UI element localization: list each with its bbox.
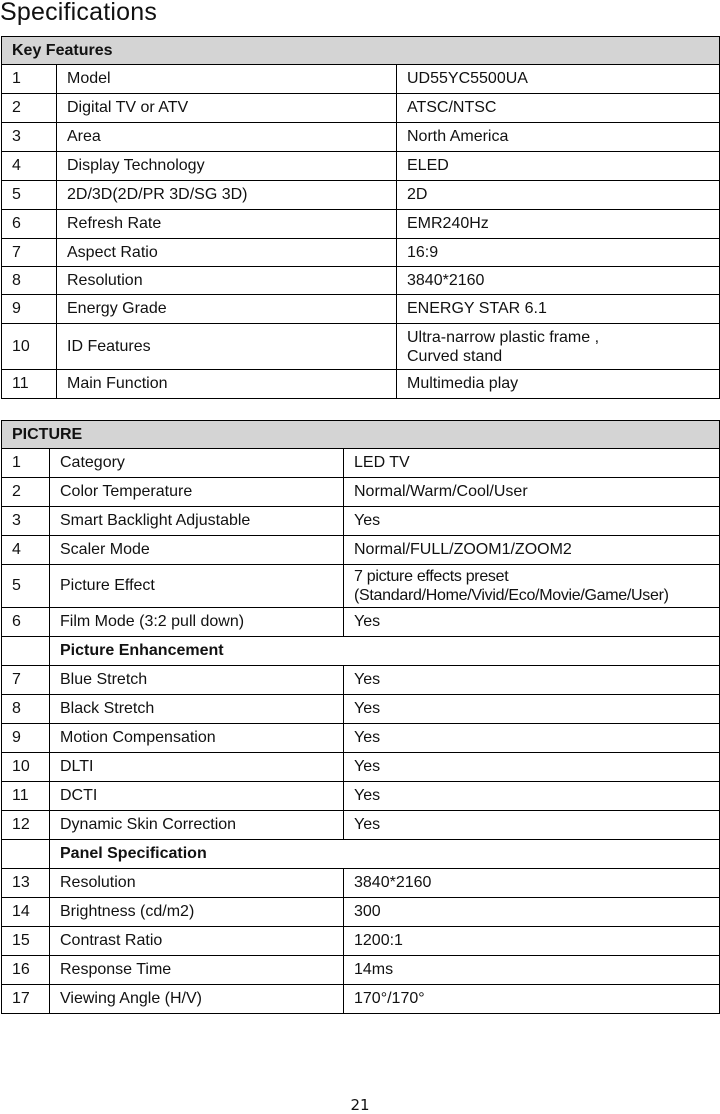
row-label: Response Time xyxy=(50,956,344,985)
table-row xyxy=(2,985,720,1014)
row-label: Black Stretch xyxy=(50,695,344,724)
row-value-line: (Standard/Home/Vivid/Eco/Movie/Game/User) xyxy=(354,587,669,604)
row-value-line: Curved stand xyxy=(407,347,503,365)
row-number: 8 xyxy=(2,267,57,295)
page-number: 21 xyxy=(350,1096,370,1114)
row-number: 7 xyxy=(2,239,57,267)
table-row xyxy=(2,753,720,782)
row-value: Yes xyxy=(344,507,720,536)
section-header-label: PICTURE xyxy=(2,421,720,449)
row-value: Yes xyxy=(344,782,720,811)
subsection-row xyxy=(2,840,720,869)
table-row xyxy=(2,239,720,267)
row-number: 11 xyxy=(2,370,57,399)
row-label: Dynamic Skin Correction xyxy=(50,811,344,840)
table-row xyxy=(2,295,720,324)
row-value: EMR240Hz xyxy=(397,210,720,239)
row-number: 2 xyxy=(2,94,57,123)
row-label: Viewing Angle (H/V) xyxy=(50,985,344,1014)
row-value: 14ms xyxy=(344,956,720,985)
row-label: DLTI xyxy=(50,753,344,782)
row-number: 1 xyxy=(2,449,50,478)
row-value xyxy=(344,565,720,608)
row-label: Resolution xyxy=(57,267,397,295)
row-label: Contrast Ratio xyxy=(50,927,344,956)
row-number: 4 xyxy=(2,152,57,181)
row-value: 2D xyxy=(397,181,720,210)
row-label: Display Technology xyxy=(57,152,397,181)
section-header xyxy=(2,421,720,449)
empty-cell xyxy=(2,637,50,666)
row-label: Area xyxy=(57,123,397,152)
subsection-title: Picture Enhancement xyxy=(50,637,720,666)
table-row xyxy=(2,507,720,536)
table-row xyxy=(2,608,720,637)
row-number: 6 xyxy=(2,608,50,637)
table-row xyxy=(2,449,720,478)
row-label: Resolution xyxy=(50,869,344,898)
row-number: 7 xyxy=(2,666,50,695)
page-title: Specifications xyxy=(0,0,158,26)
row-value: North America xyxy=(397,123,720,152)
row-value: Yes xyxy=(344,695,720,724)
row-value: Yes xyxy=(344,608,720,637)
row-value: 300 xyxy=(344,898,720,927)
key-features-table xyxy=(1,36,720,399)
row-number: 15 xyxy=(2,927,50,956)
row-number: 6 xyxy=(2,210,57,239)
row-number: 13 xyxy=(2,869,50,898)
table-row xyxy=(2,370,720,399)
row-label: Motion Compensation xyxy=(50,724,344,753)
table-row xyxy=(2,869,720,898)
table-row xyxy=(2,65,720,94)
row-number: 17 xyxy=(2,985,50,1014)
row-label: Aspect Ratio xyxy=(57,239,397,267)
row-value: 3840*2160 xyxy=(397,267,720,295)
section-header xyxy=(2,37,720,65)
table-row xyxy=(2,210,720,239)
row-number: 16 xyxy=(2,956,50,985)
row-value: UD55YC5500UA xyxy=(397,65,720,94)
row-label: Blue Stretch xyxy=(50,666,344,695)
table-row xyxy=(2,536,720,565)
row-label: Picture Effect xyxy=(50,565,344,608)
table-row xyxy=(2,956,720,985)
table-row xyxy=(2,811,720,840)
row-value: Multimedia play xyxy=(397,370,720,399)
table-row xyxy=(2,123,720,152)
table-row xyxy=(2,152,720,181)
row-label: Category xyxy=(50,449,344,478)
empty-cell xyxy=(2,840,50,869)
row-number: 3 xyxy=(2,123,57,152)
table-row xyxy=(2,724,720,753)
row-number: 10 xyxy=(2,753,50,782)
row-value: Yes xyxy=(344,753,720,782)
table-row xyxy=(2,267,720,295)
row-label: Color Temperature xyxy=(50,478,344,507)
subsection-row xyxy=(2,637,720,666)
row-value: ENERGY STAR 6.1 xyxy=(397,295,720,324)
row-label: Main Function xyxy=(57,370,397,399)
table-row xyxy=(2,94,720,123)
row-label: Energy Grade xyxy=(57,295,397,324)
row-value: 3840*2160 xyxy=(344,869,720,898)
row-label: Digital TV or ATV xyxy=(57,94,397,123)
row-label: ID Features xyxy=(57,324,397,370)
table-row xyxy=(2,478,720,507)
row-number: 5 xyxy=(2,565,50,608)
row-value-line: 7 picture effects preset xyxy=(354,568,509,585)
table-row xyxy=(2,927,720,956)
row-number: 5 xyxy=(2,181,57,210)
row-number: 8 xyxy=(2,695,50,724)
table-row xyxy=(2,181,720,210)
row-number: 9 xyxy=(2,295,57,324)
table-row xyxy=(2,695,720,724)
row-number: 10 xyxy=(2,324,57,370)
row-value: LED TV xyxy=(344,449,720,478)
table-row xyxy=(2,565,720,608)
row-value: Yes xyxy=(344,811,720,840)
row-number: 9 xyxy=(2,724,50,753)
subsection-title: Panel Specification xyxy=(50,840,720,869)
row-label: Model xyxy=(57,65,397,94)
row-label: Brightness (cd/m2) xyxy=(50,898,344,927)
row-value: Yes xyxy=(344,666,720,695)
row-value: ATSC/NTSC xyxy=(397,94,720,123)
row-number: 11 xyxy=(2,782,50,811)
row-value: Yes xyxy=(344,724,720,753)
picture-table xyxy=(1,420,720,1014)
table-row xyxy=(2,898,720,927)
row-value: ELED xyxy=(397,152,720,181)
row-number: 1 xyxy=(2,65,57,94)
row-value: 16:9 xyxy=(397,239,720,267)
section-header-label: Key Features xyxy=(2,37,720,65)
row-number: 2 xyxy=(2,478,50,507)
row-value: Normal/Warm/Cool/User xyxy=(344,478,720,507)
row-number: 14 xyxy=(2,898,50,927)
row-value-line: Ultra-narrow plastic frame , xyxy=(407,328,600,346)
row-number: 3 xyxy=(2,507,50,536)
row-value: 170°/170° xyxy=(344,985,720,1014)
row-number: 12 xyxy=(2,811,50,840)
row-value xyxy=(397,324,720,370)
table-row xyxy=(2,666,720,695)
row-label: Smart Backlight Adjustable xyxy=(50,507,344,536)
row-label: DCTI xyxy=(50,782,344,811)
row-value: Normal/FULL/ZOOM1/ZOOM2 xyxy=(344,536,720,565)
row-label: 2D/3D(2D/PR 3D/SG 3D) xyxy=(57,181,397,210)
table-row xyxy=(2,782,720,811)
row-number: 4 xyxy=(2,536,50,565)
row-value: 1200:1 xyxy=(344,927,720,956)
row-label: Refresh Rate xyxy=(57,210,397,239)
row-label: Film Mode (3:2 pull down) xyxy=(50,608,344,637)
row-label: Scaler Mode xyxy=(50,536,344,565)
table-row xyxy=(2,324,720,370)
